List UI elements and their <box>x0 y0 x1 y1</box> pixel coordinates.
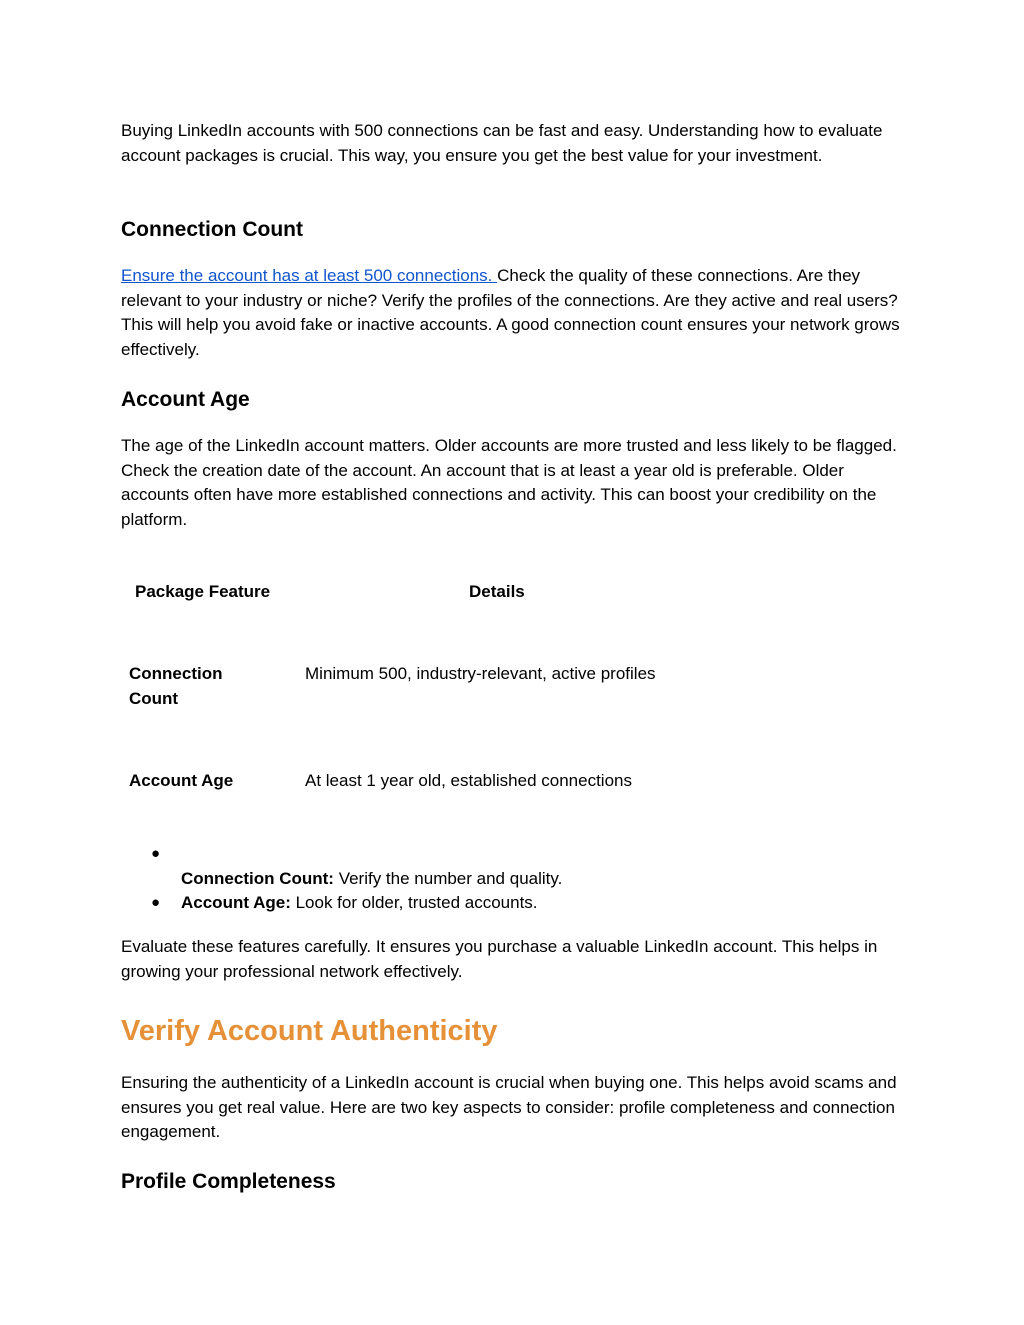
package-table <box>121 580 911 810</box>
intro-paragraph: Buying LinkedIn accounts with 500 connections can be fast and easy. Understanding how to evaluate account packages is crucial. This way, you ensure you get the best value for your investment. <box>121 121 883 165</box>
bullet-label: Account Age: <box>181 893 291 912</box>
bullet-marker: ● <box>151 894 161 911</box>
verify-authenticity-paragraph: Ensuring the authenticity of a LinkedIn account is crucial when buying one. This helps avoid scams and ensures you get real value. Here are two key aspects to consider: profile completeness and connection engagement. <box>121 1073 897 1141</box>
connection-count-paragraph <box>121 264 911 362</box>
list-item <box>121 891 911 916</box>
bullet-text: Verify the number and quality. <box>333 868 563 888</box>
feature-bullet-list <box>121 842 911 916</box>
table-row-1-feature-line2: Count <box>129 688 179 708</box>
table-row-1-details: Minimum 500, industry-relevant, active profiles <box>305 664 656 683</box>
table-header-details: Details <box>469 582 525 601</box>
table-row-2-feature: Account Age <box>129 771 234 790</box>
profile-completeness-heading: Profile Completeness <box>121 1170 336 1193</box>
bullet-marker: ● <box>151 845 161 862</box>
bullet-content <box>181 867 562 892</box>
table-header-feature: Package Feature <box>135 582 271 601</box>
summary-paragraph: Evaluate these features carefully. It ensures you purchase a valuable LinkedIn account. This helps in growing your professional network effectively. <box>121 937 878 981</box>
bullet-label: Connection Count: <box>181 868 334 888</box>
bullet-text: Look for older, trusted accounts. <box>290 893 538 912</box>
connection-count-heading: Connection Count <box>121 218 303 241</box>
account-age-paragraph: The age of the LinkedIn account matters. Older accounts are more trusted and less likely to be flagged. Check the creation date of the account. An account that is at least a year old is preferable. Older accounts often have more established connections and activity. This can boost your credibility on the platform. <box>121 436 897 529</box>
list-item <box>121 842 911 891</box>
connection-count-link[interactable]: Ensure the account has at least 500 connections. <box>121 266 498 285</box>
table-row-2-details: At least 1 year old, established connections <box>305 771 632 790</box>
table-row-1-feature-line1: Connection <box>129 664 223 683</box>
connection-count-text: Check the quality of these connections. Are they relevant to your industry or niche? Verify the profiles of the connections. Are they active and real users? This will help you avoid fake or inactive accounts. A good connection count ensures your network grows effectively. <box>121 266 900 359</box>
verify-authenticity-heading: Verify Account Authenticity <box>121 1015 498 1047</box>
table-row-1-feature <box>129 662 223 711</box>
account-age-heading: Account Age <box>121 388 250 411</box>
